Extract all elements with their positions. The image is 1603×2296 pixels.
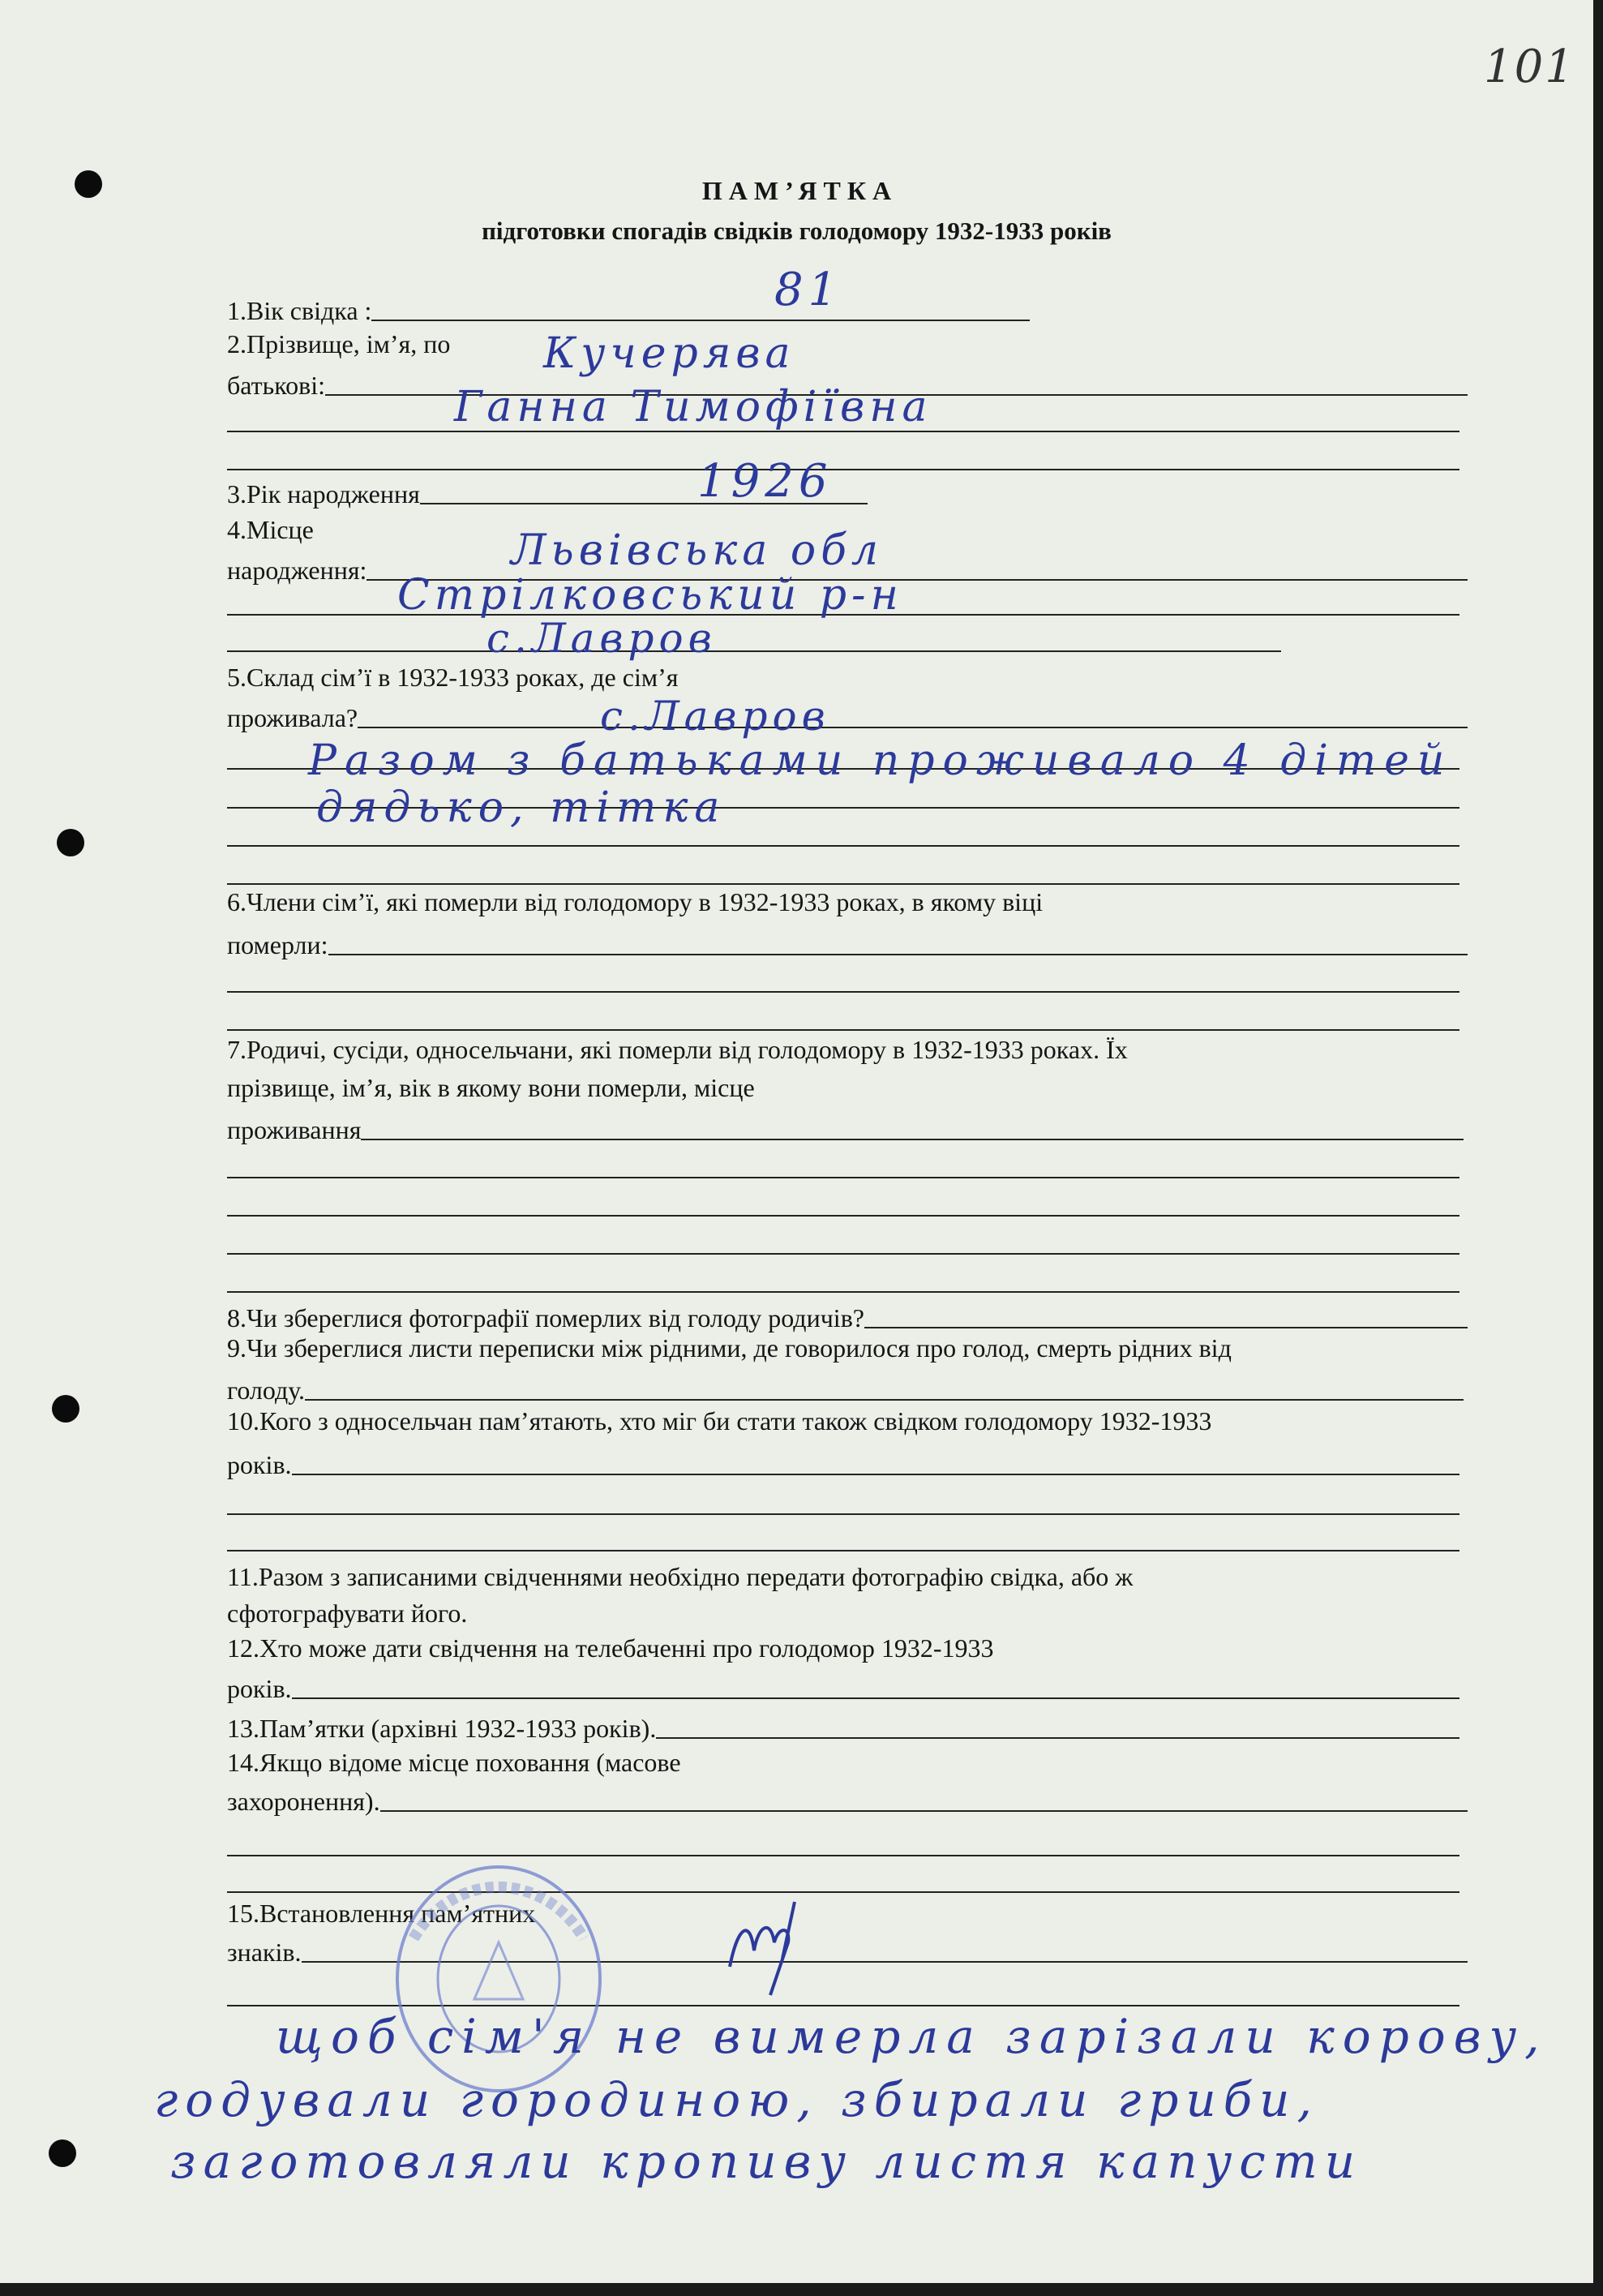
- field-died-family: [227, 926, 1468, 959]
- answer-family-relatives: дядько, тітка: [316, 783, 726, 832]
- answer-birthplace-village: с.Лавров: [486, 615, 717, 662]
- field-label: знаків.: [227, 1938, 302, 1967]
- field-label: років.: [227, 1450, 292, 1479]
- field-label: прізвище, ім’я, вік в якому вони померли, місце: [227, 1073, 755, 1102]
- field-label: 6.Члени сім’ї, які померли від голодомору в 1932-1933 роках, в якому віці: [227, 887, 1044, 916]
- page-number: 101: [1484, 41, 1575, 93]
- answer-line: [227, 1291, 1459, 1293]
- field-label: голоду.: [227, 1375, 306, 1405]
- field-letters: [227, 1371, 1464, 1404]
- answer-line: [227, 1177, 1459, 1178]
- answer-family-place: с.Лавров: [600, 693, 830, 740]
- answer-birthplace-region: Львівська обл: [511, 526, 884, 575]
- field-label: 1.Вік свідка :: [227, 296, 372, 325]
- answer-line: [380, 1784, 1468, 1812]
- field-photos: [227, 1299, 1468, 1332]
- answer-line: [305, 1373, 1464, 1401]
- document-subtitle: підготовки спогадів свідків голодомору 1932-1933 років: [482, 217, 1112, 245]
- answer-name-patronymic: Ганна Тимофіївна: [454, 383, 932, 431]
- answer-line: [227, 1253, 1459, 1255]
- answer-birthplace-district: Стрілковський р-н: [397, 571, 903, 620]
- field-label: проживання: [227, 1115, 362, 1144]
- field-label: батькові:: [227, 371, 326, 400]
- field-archives: [227, 1710, 1459, 1742]
- answer-line: [227, 1513, 1459, 1515]
- field-label: 9.Чи збереглися листи переписки між рідними, де говорилося про голод, смерть рідних від: [227, 1333, 1232, 1363]
- answer-line: [227, 991, 1459, 993]
- answer-age: 81: [774, 264, 842, 316]
- answer-line: [227, 1550, 1459, 1551]
- answer-line: [292, 1448, 1459, 1475]
- field-witnesses: [227, 1446, 1459, 1478]
- punch-hole: [57, 829, 84, 856]
- answer-line: [371, 294, 1030, 321]
- field-tv: [227, 1670, 1459, 1702]
- field-label: років.: [227, 1674, 292, 1703]
- answer-family-composition: Разом з батьками проживало 4 дітей: [308, 736, 1453, 785]
- field-label: сфотографувати його.: [227, 1599, 468, 1628]
- answer-line: [227, 883, 1459, 885]
- field-label: захоронення).: [227, 1787, 380, 1816]
- answer-line: [361, 1113, 1464, 1140]
- field-label: померли:: [227, 930, 328, 959]
- field-family: [227, 699, 1468, 732]
- answer-line: [358, 701, 1468, 728]
- field-label: 14.Якщо відоме місце поховання (масове: [227, 1748, 681, 1777]
- answer-surname: Кучерява: [543, 329, 795, 378]
- answer-line: [227, 1029, 1459, 1031]
- field-label: 13.Пам’ятки (архівні 1932-1933 років).: [227, 1714, 657, 1743]
- field-label: 2.Прізвище, ім’я, по: [227, 329, 451, 358]
- answer-line: [227, 469, 1459, 470]
- handwritten-note-line: щоб сім'я не вимерла зарізали корову,: [276, 2009, 1548, 2064]
- signature: [714, 1894, 827, 1999]
- field-label: проживала?: [227, 703, 358, 732]
- document-title: П А М ’ Я Т К А: [701, 176, 892, 205]
- field-label: 11.Разом з записаними свідченнями необхідно передати фотографію свідка, або ж: [227, 1562, 1134, 1591]
- answer-line: [227, 1215, 1459, 1217]
- handwritten-note-line: годували городиною, збирали гриби,: [154, 2072, 1319, 2127]
- round-stamp: [381, 1857, 616, 2101]
- answer-line: [864, 1301, 1468, 1328]
- field-label: 8.Чи збереглися фотографії померлих від голоду родичів?: [227, 1303, 864, 1333]
- field-label: 12.Хто може дати свідчення на телебаченні про голодомор 1932-1933: [227, 1633, 994, 1663]
- answer-line: [227, 1855, 1459, 1856]
- answer-line: [227, 650, 1281, 652]
- field-burial: [227, 1783, 1468, 1815]
- field-label: 4.Місце: [227, 515, 314, 544]
- handwritten-note-line: заготовляли кропиву листя капусти: [170, 2134, 1363, 2189]
- field-label: 7.Родичі, сусіди, односельчани, які померли від голодомору в 1932-1933 роках. Їх: [227, 1035, 1128, 1064]
- answer-birth-year: 1926: [697, 455, 833, 508]
- answer-line: [656, 1711, 1459, 1739]
- field-age: [227, 292, 1030, 324]
- answer-line: [328, 928, 1468, 955]
- field-died-neighbours: [227, 1111, 1464, 1144]
- punch-hole: [52, 1395, 79, 1423]
- answer-line: [227, 845, 1459, 847]
- field-label: 10.Кого з односельчан пам’ятають, хто міг би стати також свідком голодомору 1932-1933: [227, 1406, 1212, 1436]
- field-label: 5.Склад сім’ї в 1932-1933 роках, де сім’я: [227, 663, 679, 692]
- punch-hole: [49, 2139, 76, 2167]
- answer-line: [292, 1672, 1459, 1699]
- field-label: народження:: [227, 556, 367, 585]
- field-label: 3.Рік народження: [227, 479, 420, 509]
- field-label: 15.Встановлення пам’ятних: [227, 1899, 536, 1928]
